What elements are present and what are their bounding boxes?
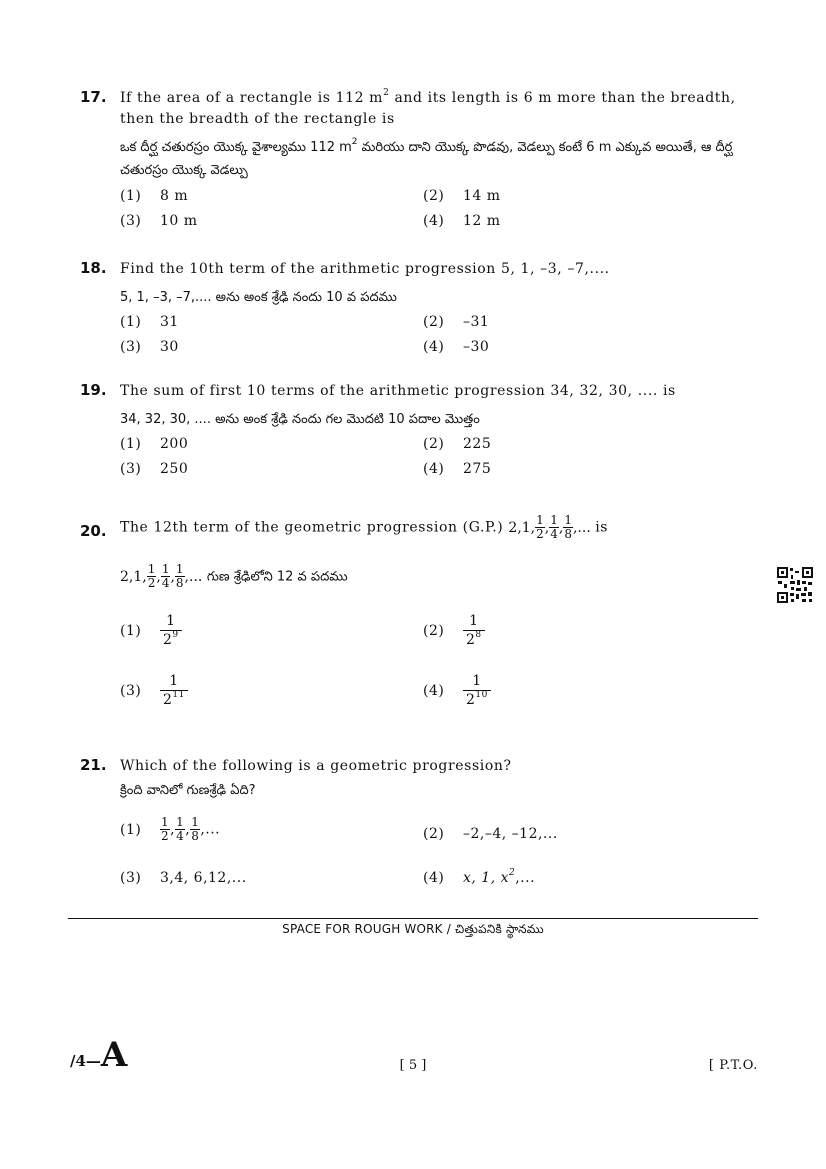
- option-3: (3) 30: [120, 339, 179, 355]
- options: [120, 314, 760, 366]
- question-number: 20.: [80, 522, 107, 540]
- fraction-half: $\frac{1}{2}$: [536, 513, 544, 541]
- question-number: 17.: [80, 88, 107, 106]
- option-3: (3) 3,4, 6,12,...: [120, 870, 247, 886]
- question-text-english: Find the 10th term of the arithmetic progression 5, 1, –3, –7,....: [120, 261, 610, 277]
- options: [120, 612, 760, 732]
- option-4: (4) –30: [423, 339, 490, 355]
- rough-work-divider: [68, 918, 758, 919]
- question-20: [80, 514, 760, 732]
- question-text-english: The 12th term of the geometric progression (G.P.) 2,1, $\frac{1}{2}$ , $\frac{1}{4}$ , $\frac{1}{8}$ ,... is: [120, 513, 609, 541]
- question-text-english: If the area of a rectangle is 112 $m^2$ and its length is 6 m more than the breadth, then the breadth of the rectangle is: [120, 88, 736, 127]
- option-1: (1) $\frac{1}{2^9}$: [120, 612, 182, 649]
- option-4: (4) 275: [423, 461, 492, 477]
- please-turn-over: [ P.T.O.: [708, 1058, 758, 1073]
- option-2: (2) 14 m: [423, 188, 501, 204]
- options: [120, 436, 760, 488]
- question-19: [80, 381, 760, 488]
- option-1: (1) 200: [120, 436, 189, 452]
- question-number: 19.: [80, 381, 107, 399]
- gp-sequence: 2,1, $\frac{1}{2}$ , $\frac{1}{4}$ , $\frac{1}{8}$ ,...: [120, 562, 203, 590]
- question-text-telugu: 5, 1, –3, –7,.... అను అంక శ్రేఢి నందు 10 వ పదము: [120, 290, 397, 305]
- option-3: (3) $\frac{1}{2^{11}}$: [120, 672, 188, 709]
- gp-sequence: 2,1, $\frac{1}{2}$ , $\frac{1}{4}$ , $\frac{1}{8}$ ,...: [508, 513, 591, 541]
- option-2: (2) $\frac{1}{2^8}$: [423, 612, 485, 649]
- option-4: (4) 12 m: [423, 213, 501, 229]
- option-2: (2) –2,–4, –12,...: [423, 826, 558, 842]
- question-17: [80, 88, 760, 240]
- question-text-english: The sum of first 10 terms of the arithmetic progression 34, 32, 30, .... is: [120, 383, 676, 399]
- fraction-quarter: $\frac{1}{4}$: [161, 562, 170, 590]
- question-21: [80, 756, 760, 896]
- option-4: (4) x, 1, $x^2$,...: [423, 868, 536, 886]
- option-2: (2) –31: [423, 314, 490, 330]
- fraction-eighth: $\frac{1}{8}$: [564, 513, 572, 541]
- option-1: (1) 8 m: [120, 188, 189, 204]
- option-1: (1) $\frac{1}{2}$ , $\frac{1}{4}$ , $\frac{1}{8}$ ,...: [120, 815, 221, 843]
- question-text-telugu: 2,1, $\frac{1}{2}$ , $\frac{1}{4}$ , $\frac{1}{8}$ ,... గుణ శ్రేఢిలోని 12 వ పదము: [120, 562, 348, 590]
- question-number: 21.: [80, 756, 107, 774]
- fraction-quarter: $\frac{1}{4}$: [550, 513, 558, 541]
- option-1: (1) 31: [120, 314, 179, 330]
- option-3: (3) 10 m: [120, 213, 198, 229]
- options: [120, 188, 760, 240]
- question-text-telugu: 34, 32, 30, .... అను అంక శ్రేఢి నందు గల మొదటి 10 పదాల మొత్తం: [120, 412, 480, 427]
- question-text-telugu: ఒక దీర్ఘ చతురస్రం యొక్క వైశాల్యము 112 $m^2$ మరియు దాని యొక్క పొడవు, వెడల్పు కంటే 6 m ఎక్కువ అయితే, ఆ దీర్ఘ చతురస్రం యొక్క వెడల్పు: [120, 137, 733, 178]
- option-3: (3) 250: [120, 461, 189, 477]
- question-text-english: Which of the following is a geometric progression?: [120, 758, 512, 774]
- fraction-eighth: $\frac{1}{8}$: [175, 562, 184, 590]
- option-4: (4) $\frac{1}{2^{10}}$: [423, 672, 491, 709]
- question-number: 18.: [80, 259, 107, 277]
- booklet-code: /4—A: [70, 1035, 128, 1075]
- options: [120, 816, 760, 896]
- rough-work-label: SPACE FOR ROUGH WORK / చిత్తుపనికి స్థానము: [282, 922, 544, 936]
- question-18: [80, 259, 760, 366]
- fraction-half: $\frac{1}{2}$: [147, 562, 156, 590]
- page-number: [ 5 ]: [399, 1058, 427, 1073]
- question-text-telugu: క్రింది వానిలో గుణశ్రేఢి ఏది?: [120, 783, 256, 798]
- qr-code: [776, 566, 814, 604]
- option-2: (2) 225: [423, 436, 492, 452]
